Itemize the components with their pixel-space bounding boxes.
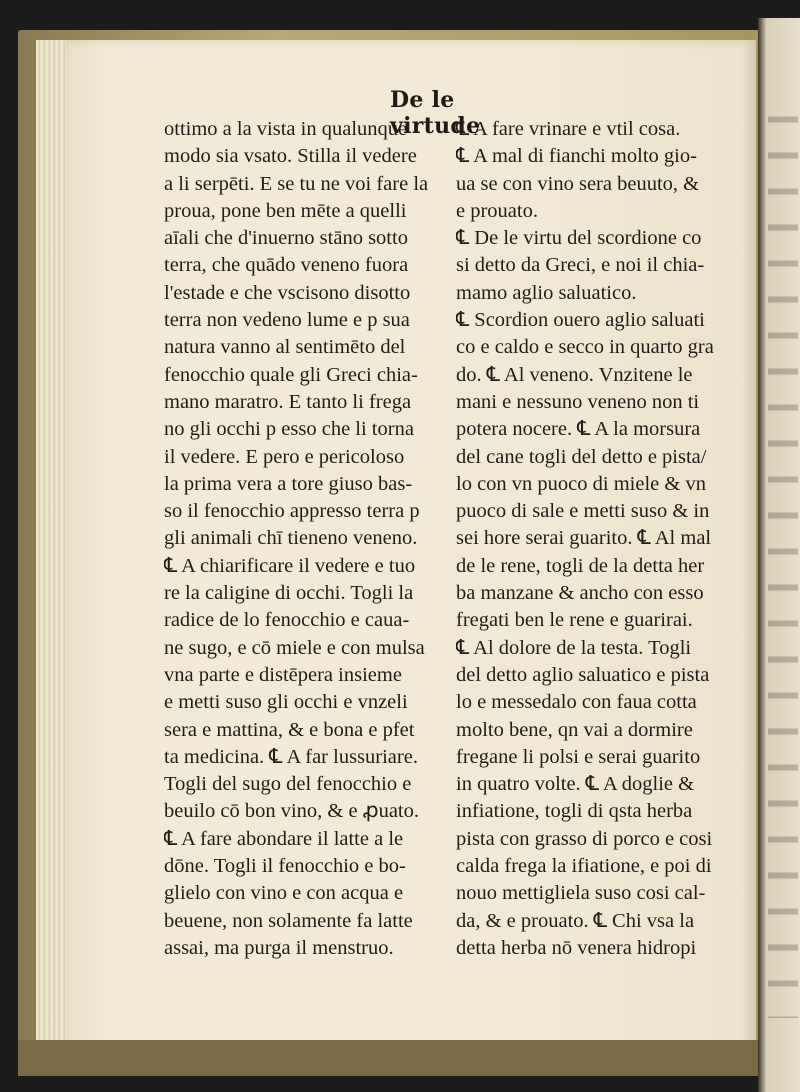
text-line: ottimo a la vista in qualunque <box>164 118 408 140</box>
running-head: De le virtude <box>390 87 481 139</box>
text-line: ℄ A fare abondare il latte a le <box>164 827 404 850</box>
text-line: no gli occhi p esso che li torna <box>164 418 414 441</box>
text-line: ta medicina. ℄ A far lussuriare. <box>164 745 418 768</box>
text-line: calda frega la ifiatione, e poi di <box>456 855 712 878</box>
text-line: lo e messedalo con faua cotta <box>456 691 697 714</box>
text-line: la prima vera a tore giuso bas- <box>164 472 413 495</box>
text-line: glielo con vino e con acqua e <box>164 882 404 905</box>
text-line: molto bene, qn vai a dormire <box>456 718 693 741</box>
text-line: del detto aglio saluatico e pista <box>456 663 710 686</box>
text-line: gli animali chī tieneno veneno. <box>164 527 418 550</box>
text-line: beuilo cō bon vino, & e ꝓuato. <box>164 800 419 823</box>
text-line: del cane togli del detto e pista/ <box>456 445 707 468</box>
text-line: ne sugo, e cō miele e con mulsa <box>164 636 425 659</box>
text-line: de le rene, togli de la detta her <box>456 554 705 577</box>
text-line: fregati ben le rene e guarirai. <box>456 609 693 632</box>
text-line: pista con grasso di porco e cosi <box>456 827 713 850</box>
text-line: infiatione, togli di qsta herba <box>456 800 693 823</box>
text-line: nouo mettigliela suso cosi cal- <box>456 882 706 905</box>
text-line: vna parte e distēpera insieme <box>164 663 402 686</box>
text-line: lo con vn puoco di miele & vn <box>456 472 706 495</box>
text-line: terra, che quādo veneno fuora <box>164 254 409 277</box>
text-line: co e caldo e secco in quarto gra <box>456 336 714 359</box>
text-line: sei hore serai guarito. ℄ Al mal <box>456 527 712 550</box>
text-line: puoco di sale e metti suso & in <box>456 500 710 523</box>
cover-bottom-edge <box>18 1040 763 1076</box>
text-line: mamo aglio saluatico. <box>456 281 637 304</box>
text-line: ℄ De le virtu del scordione co <box>456 227 702 250</box>
text-line: ℄ Al dolore de la testa. Togli <box>456 636 692 659</box>
text-line: mano maratro. E tanto li frega <box>164 390 412 413</box>
text-line: modo sia vsato. Stilla il vedere <box>164 145 417 168</box>
text-line: l'estade e che vscisono disotto <box>164 281 411 304</box>
text-line: sera e mattina, & e bona e pfet <box>164 718 415 741</box>
text-line: proua, pone ben mēte a quelli <box>164 199 407 222</box>
text-line: do. ℄ Al veneno. Vnzitene le <box>456 363 693 386</box>
text-line: beuene, non solamente fa latte <box>164 909 413 932</box>
text-line: ℄ Scordion ouero aglio saluati <box>456 309 705 332</box>
text-line: assai, ma purga il menstruo. <box>164 936 394 959</box>
text-line: mani e nessuno veneno non ti <box>456 390 700 413</box>
text-line: da, & e prouato. ℄ Chi vsa la <box>456 909 695 932</box>
text-line: radice de lo fenocchio e caua- <box>164 609 410 632</box>
text-line: so il fenocchio appresso terra p <box>164 500 420 523</box>
text-line: potera nocere. ℄ A la morsura <box>456 418 701 441</box>
text-line: in quatro volte. ℄ A doglie & <box>456 773 695 796</box>
text-line: natura vanno al sentimēto del <box>164 336 406 359</box>
text-line: re la caligine di occhi. Togli la <box>164 582 414 605</box>
left-text-column <box>164 116 454 962</box>
text-line: il vedere. E pero e pericoloso <box>164 445 405 468</box>
text-line: aīali che d'inuerno stāno sotto <box>164 227 408 250</box>
text-line: e metti suso gli occhi e vnzeli <box>164 691 408 714</box>
text-line: e prouato. <box>456 199 538 222</box>
text-line: fregane li polsi e serai guarito <box>456 745 701 768</box>
text-line: fenocchio quale gli Greci chia- <box>164 363 418 386</box>
text-line: detta herba nō venera hidropi <box>456 936 697 959</box>
text-line: si detto da Greci, e noi il chia- <box>456 254 705 277</box>
text-line: a li serpēti. E se tu ne voi fare la <box>164 172 429 195</box>
text-line: terra non vedeno lume e p sua <box>164 309 410 332</box>
text-line: ℄ A fare vrinare e vtil cosa. <box>456 118 681 140</box>
text-line: ℄ A mal di fianchi molto gio- <box>456 145 697 168</box>
text-line: ua se con vino sera beuuto, & <box>456 172 700 195</box>
text-line: ba manzane & ancho con esso <box>456 582 704 605</box>
text-line: Togli del sugo del fenocchio e <box>164 773 412 796</box>
text-line: dōne. Togli il fenocchio e bo- <box>164 855 406 878</box>
text-line: ℄ A chiarificare il vedere e tuo <box>164 554 416 577</box>
right-text-column <box>456 116 766 962</box>
